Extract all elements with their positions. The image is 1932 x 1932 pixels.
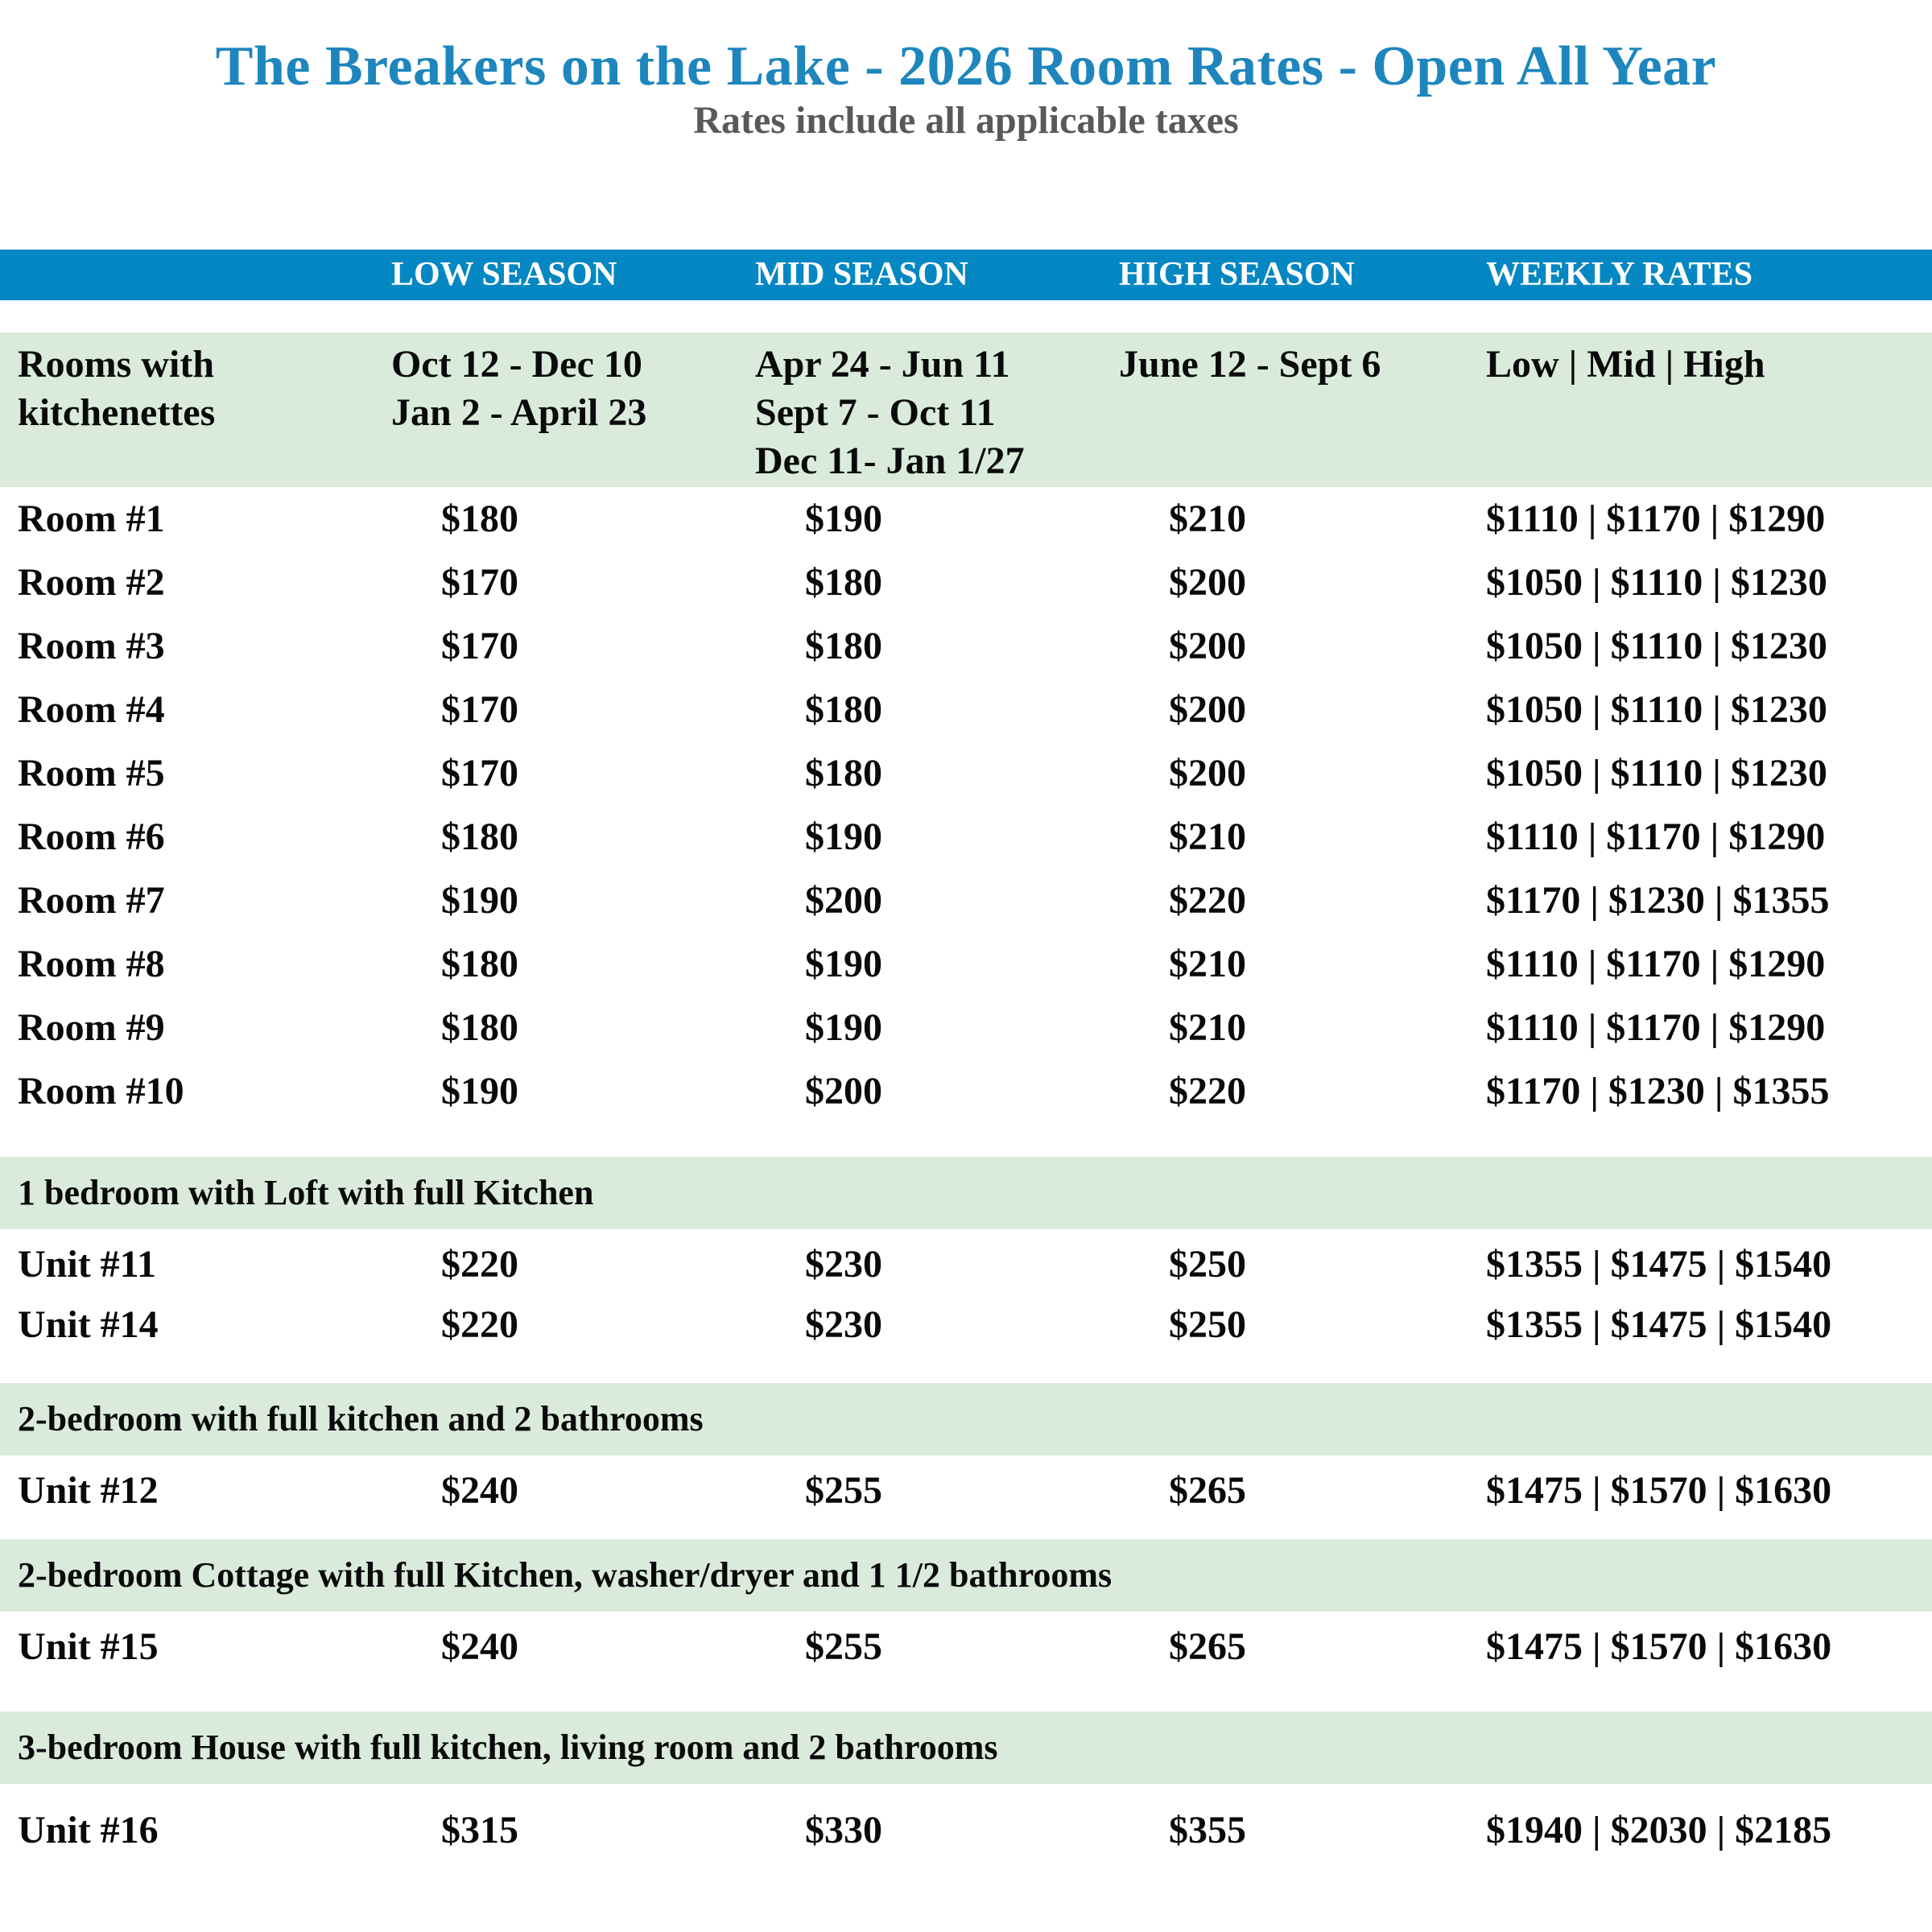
low-season-rate: $190 <box>441 879 518 922</box>
high-season-rate: $200 <box>1169 688 1246 731</box>
room-row-5 <box>0 741 1932 805</box>
section-heading: 2-bedroom Cottage with full Kitchen, washer/dryer and 1 1/2 bathrooms <box>18 1555 1113 1595</box>
room-label: Room #9 <box>18 1006 165 1049</box>
unit-row-12 <box>0 1460 1932 1521</box>
unit-label: Unit #15 <box>18 1625 159 1668</box>
weekly-rates-value: $1050 | $1110 | $1230 <box>1486 752 1827 795</box>
high-season-dates: June 12 - Sept 6 <box>1119 343 1381 386</box>
room-label: Room #7 <box>18 879 165 922</box>
low-season-rate: $180 <box>441 497 518 540</box>
unit-label: Unit #11 <box>18 1243 157 1286</box>
room-row-8 <box>0 932 1932 996</box>
high-season-rate: $200 <box>1169 625 1246 667</box>
room-label: Room #6 <box>18 815 165 858</box>
page-title: The Breakers on the Lake - 2026 Room Rates - Open All Year <box>215 35 1717 97</box>
unit-row-14 <box>0 1294 1932 1355</box>
high-season-rate: $210 <box>1169 943 1246 985</box>
low-season-rate: $180 <box>441 943 518 985</box>
mid-season-rate: $255 <box>805 1469 882 1512</box>
mid-season-rate: $180 <box>805 752 882 795</box>
high-season-rate: $210 <box>1169 1006 1246 1049</box>
section-heading: 3-bedroom House with full kitchen, living room and 2 bathrooms <box>18 1728 998 1767</box>
high-season-rate: $220 <box>1169 879 1246 922</box>
unit-label: Unit #16 <box>18 1809 159 1852</box>
room-label: Room #8 <box>18 943 165 985</box>
high-season-rate: $200 <box>1169 752 1246 795</box>
high-season-rate: $250 <box>1169 1303 1246 1346</box>
room-row-3 <box>0 614 1932 678</box>
low-season-dates: Oct 12 - Dec 10 Jan 2 - April 23 <box>391 343 647 434</box>
unit-row-11 <box>0 1234 1932 1294</box>
low-season-rate: $240 <box>441 1625 518 1668</box>
season-dates-row <box>0 332 1932 487</box>
mid-season-rate: $180 <box>805 625 882 667</box>
unit-label: Unit #14 <box>18 1303 159 1346</box>
unit-row-15 <box>0 1616 1932 1677</box>
section-heading: 2-bedroom with full kitchen and 2 bathrooms <box>18 1399 704 1439</box>
weekly-rates-value: $1110 | $1170 | $1290 <box>1486 497 1826 540</box>
weekly-rates-value: $1110 | $1170 | $1290 <box>1486 1006 1826 1049</box>
section-band-loft <box>0 1157 1932 1229</box>
mid-season-rate: $200 <box>805 879 882 922</box>
unit-label: Unit #12 <box>18 1469 159 1512</box>
row-group-label-rooms-with-kitchenettes: Rooms with kitchenettes <box>18 343 216 434</box>
weekly-rates-value: $1110 | $1170 | $1290 <box>1486 943 1826 985</box>
low-season-rate: $220 <box>441 1243 518 1286</box>
page-subtitle: Rates include all applicable taxes <box>693 99 1239 142</box>
rooms-table <box>0 487 1932 1123</box>
unit-row-16 <box>0 1800 1932 1860</box>
mid-season-rate: $190 <box>805 1006 882 1049</box>
low-season-rate: $315 <box>441 1809 518 1852</box>
section-band-cottage <box>0 1539 1932 1612</box>
high-season-rate: $265 <box>1169 1625 1246 1668</box>
room-row-2 <box>0 551 1932 614</box>
mid-season-rate: $200 <box>805 1070 882 1113</box>
high-season-rate: $220 <box>1169 1070 1246 1113</box>
mid-season-rate: $330 <box>805 1809 882 1852</box>
high-season-rate: $210 <box>1169 815 1246 858</box>
weekly-rates-value: $1170 | $1230 | $1355 <box>1486 879 1830 922</box>
mid-season-dates: Apr 24 - Jun 11 Sept 7 - Oct 11 Dec 11- Jan 1/27 <box>755 343 1025 482</box>
low-season-rate: $170 <box>441 688 518 731</box>
section-heading: 1 bedroom with Loft with full Kitchen <box>18 1173 594 1212</box>
section-band-2bedroom <box>0 1383 1932 1455</box>
room-label: Room #5 <box>18 752 165 795</box>
weekly-rates-value: $1475 | $1570 | $1630 <box>1486 1469 1832 1512</box>
room-row-9 <box>0 996 1932 1059</box>
high-season-rate: $200 <box>1169 561 1246 604</box>
high-season-rate: $265 <box>1169 1469 1246 1512</box>
column-header-row <box>0 250 1932 300</box>
mid-season-rate: $230 <box>805 1303 882 1346</box>
mid-season-rate: $190 <box>805 815 882 858</box>
high-season-rate: $210 <box>1169 497 1246 540</box>
room-label: Room #2 <box>18 561 165 604</box>
column-header-mid-season: MID SEASON <box>755 256 968 293</box>
weekly-rates-value: $1355 | $1475 | $1540 <box>1486 1243 1832 1286</box>
room-label: Room #1 <box>18 497 165 540</box>
high-season-rate: $355 <box>1169 1809 1246 1852</box>
room-row-7 <box>0 869 1932 932</box>
weekly-rates-value: $1940 | $2030 | $2185 <box>1486 1809 1832 1852</box>
column-header-low-season: LOW SEASON <box>391 256 617 293</box>
low-season-rate: $180 <box>441 815 518 858</box>
section-band-house <box>0 1711 1932 1784</box>
weekly-rates-value: $1050 | $1110 | $1230 <box>1486 561 1827 604</box>
room-label: Room #10 <box>18 1070 184 1113</box>
high-season-rate: $250 <box>1169 1243 1246 1286</box>
mid-season-rate: $255 <box>805 1625 882 1668</box>
mid-season-rate: $180 <box>805 688 882 731</box>
low-season-rate: $240 <box>441 1469 518 1512</box>
low-season-rate: $170 <box>441 561 518 604</box>
room-row-4 <box>0 678 1932 741</box>
column-header-high-season: HIGH SEASON <box>1119 256 1355 293</box>
column-header-spacer <box>0 250 374 300</box>
weekly-rates-value: $1050 | $1110 | $1230 <box>1486 625 1827 667</box>
room-label: Room #4 <box>18 688 165 731</box>
weekly-rates-legend: Low | Mid | High <box>1486 343 1765 386</box>
low-season-rate: $190 <box>441 1070 518 1113</box>
mid-season-rate: $180 <box>805 561 882 604</box>
room-label: Room #3 <box>18 625 165 667</box>
low-season-rate: $220 <box>441 1303 518 1346</box>
mid-season-rate: $190 <box>805 943 882 985</box>
low-season-rate: $180 <box>441 1006 518 1049</box>
weekly-rates-value: $1475 | $1570 | $1630 <box>1486 1625 1832 1668</box>
weekly-rates-value: $1050 | $1110 | $1230 <box>1486 688 1827 731</box>
weekly-rates-value: $1355 | $1475 | $1540 <box>1486 1303 1832 1346</box>
low-season-rate: $170 <box>441 625 518 667</box>
weekly-rates-value: $1170 | $1230 | $1355 <box>1486 1070 1830 1113</box>
room-row-1 <box>0 487 1932 551</box>
weekly-rates-value: $1110 | $1170 | $1290 <box>1486 815 1826 858</box>
mid-season-rate: $230 <box>805 1243 882 1286</box>
mid-season-rate: $190 <box>805 497 882 540</box>
room-row-10 <box>0 1059 1932 1123</box>
room-row-6 <box>0 805 1932 869</box>
column-header-weekly-rates: WEEKLY RATES <box>1486 256 1753 293</box>
low-season-rate: $170 <box>441 752 518 795</box>
